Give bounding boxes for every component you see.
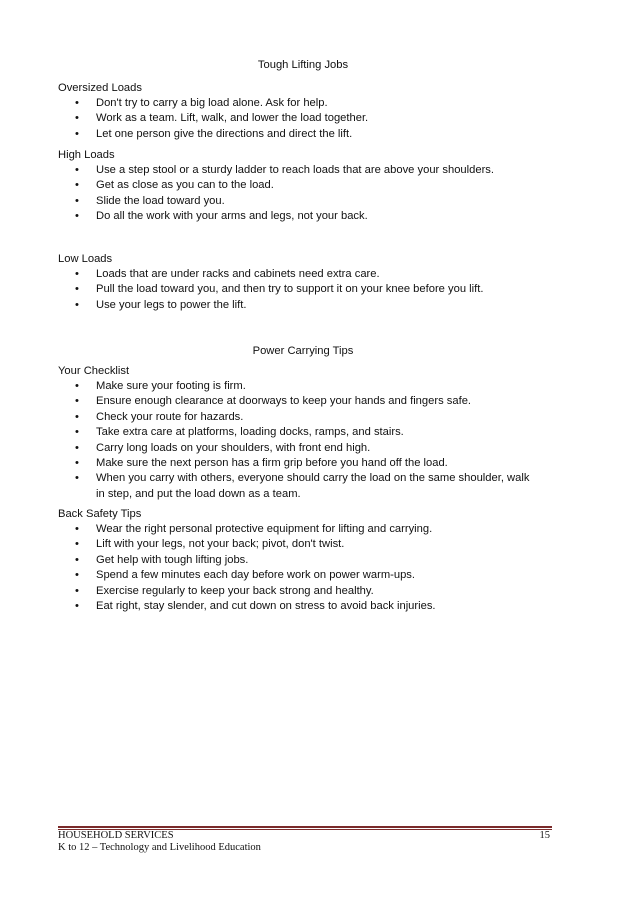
list-item: • Spend a few minutes each day before work on power warm-ups. [58,568,558,583]
list-high-loads [58,163,558,225]
list-item: • Make sure your footing is firm. [58,379,538,394]
list-low-loads [58,267,558,313]
page-number: 15 [539,830,550,841]
footer-subtitle: K to 12 – Technology and Livelihood Education [58,842,261,853]
list-oversized-loads [58,96,558,142]
list-item: • Don't try to carry a big load alone. Ask for help. [58,96,558,111]
section-title-back-safety-tips: Back Safety Tips [58,508,142,520]
list-item: • Use your legs to power the lift. [58,298,558,313]
list-item: • Ensure enough clearance at doorways to keep your hands and fingers safe. [58,394,538,409]
list-item: • Get help with tough lifting jobs. [58,553,558,568]
list-item: • Get as close as you can to the load. [58,178,558,193]
footer-title: HOUSEHOLD SERVICES [58,830,174,841]
section-title-oversized-loads: Oversized Loads [58,82,142,94]
list-item: • Loads that are under racks and cabinets need extra care. [58,267,558,282]
list-item: • Carry long loads on your shoulders, with front end high. [58,441,538,456]
footer-rule [58,826,552,828]
list-item: • Slide the load toward you. [58,194,558,209]
list-item: • Eat right, stay slender, and cut down on stress to avoid back injuries. [58,599,558,614]
list-item: • Do all the work with your arms and legs, not your back. [58,209,558,224]
list-item: • Check your route for hazards. [58,410,538,425]
list-item: • When you carry with others, everyone should carry the load on the same shoulder, walk in step, and put the load down as a team. [58,471,538,502]
section-title-high-loads: High Loads [58,149,115,161]
list-item: • Let one person give the directions and direct the lift. [58,127,558,142]
list-item: • Make sure the next person has a firm grip before you hand off the load. [58,456,538,471]
heading-power-carrying-tips: Power Carrying Tips [252,345,354,357]
list-item: • Use a step stool or a sturdy ladder to reach loads that are above your shoulders. [58,163,558,178]
list-item: • Wear the right personal protective equipment for lifting and carrying. [58,522,558,537]
section-title-your-checklist: Your Checklist [58,365,130,377]
list-back-safety-tips [58,522,558,614]
list-item: • Lift with your legs, not your back; pivot, don't twist. [58,537,558,552]
section-title-low-loads: Low Loads [58,253,113,265]
list-item: • Work as a team. Lift, walk, and lower the load together. [58,111,558,126]
list-item: • Take extra care at platforms, loading docks, ramps, and stairs. [58,425,538,440]
list-your-checklist [58,379,538,502]
list-item: • Exercise regularly to keep your back strong and healthy. [58,584,558,599]
heading-tough-lifting-jobs: Tough Lifting Jobs [257,59,349,71]
list-item: • Pull the load toward you, and then try to support it on your knee before you lift. [58,282,558,297]
